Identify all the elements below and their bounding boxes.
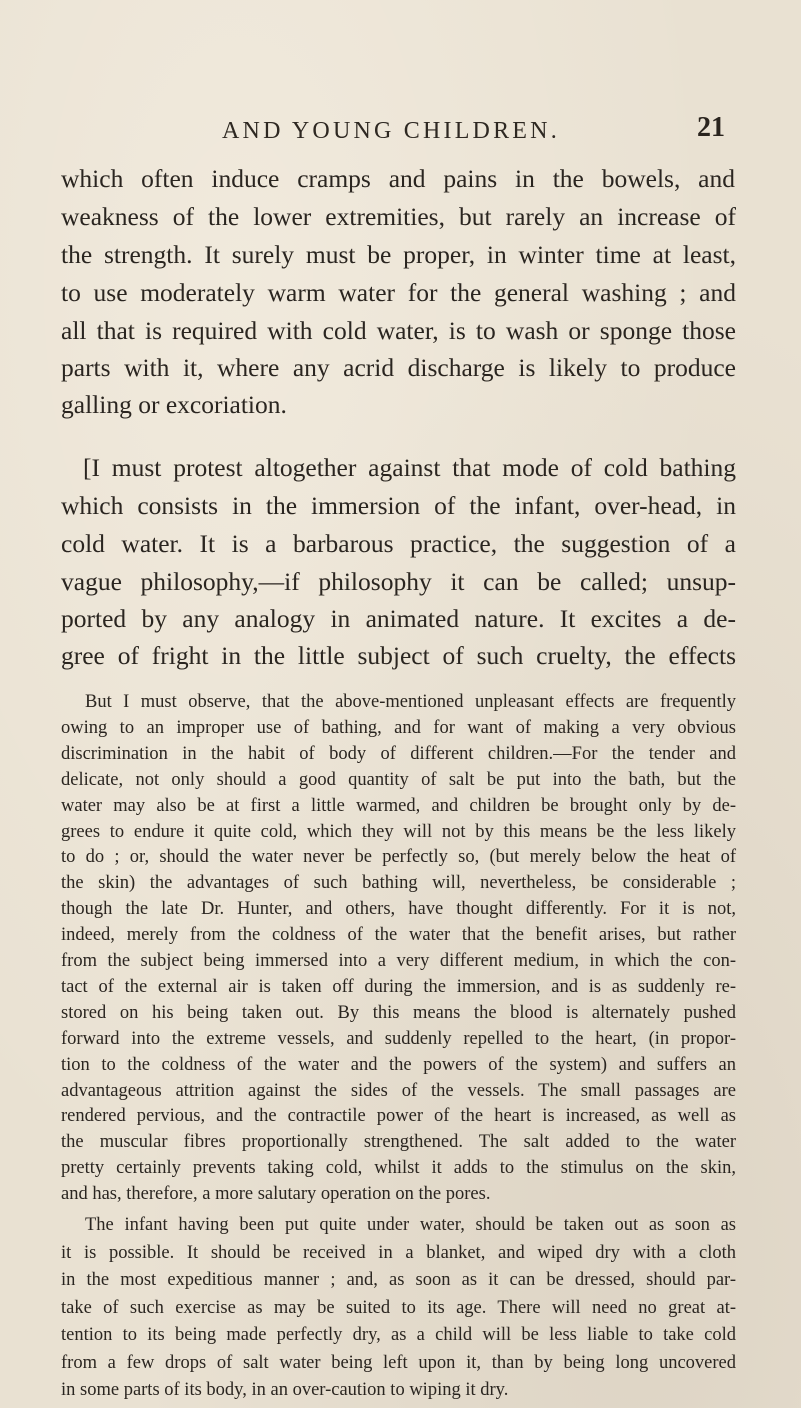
text-line: take of such exercise as may be suited to its age. There will need no great at- bbox=[61, 1297, 736, 1318]
text-line: in the most expeditious manner ; and, as soon as it can be dressed, should par- bbox=[61, 1270, 736, 1290]
text-line: owing to an improper use of bathing, and for want of making a very obvious bbox=[61, 717, 736, 738]
text-line: water may also be at first a little warmed, and children be brought only by de- bbox=[61, 795, 736, 816]
text-line: the strength. It surely must be proper, in winter time at least, bbox=[61, 240, 736, 269]
text-line: the muscular fibres proportionally strengthened. The salt added to the water bbox=[61, 1132, 736, 1153]
text-line: rendered pervious, and the contractile power of the heart is increased, as well as bbox=[61, 1106, 736, 1127]
text-line: tion to the coldness of the water and the powers of the system) and suffers an bbox=[61, 1054, 736, 1075]
text-line: it is possible. It should be received in a blanket, and wiped dry with a cloth bbox=[61, 1242, 736, 1263]
text-line: which consists in the immersion of the infant, over-head, in bbox=[61, 491, 736, 520]
text-line: gree of fright in the little subject of such cruelty, the effects bbox=[61, 641, 736, 670]
text-line: to do ; or, should the water never be perfectly so, (but merely below the heat of bbox=[61, 847, 736, 868]
text-line: tention to its being made perfectly dry, as a child will be less liable to take cold bbox=[61, 1325, 736, 1345]
text-line: grees to endure it quite cold, which they will not by this means be the less likely bbox=[61, 821, 736, 842]
text-line: weakness of the lower extremities, but rarely an increase of bbox=[61, 202, 736, 231]
text-line: parts with it, where any acrid discharge is likely to produce bbox=[61, 353, 736, 382]
text-line: and has, therefore, a more salutary operation on the pores. bbox=[61, 1184, 491, 1205]
text-line: forward into the extreme vessels, and suddenly repelled to the heart, (in propor- bbox=[61, 1028, 736, 1049]
text-line: But I must observe, that the above-mentioned unpleasant effects are frequently bbox=[85, 692, 736, 712]
text-line: indeed, merely from the coldness of the water that the benefit arises, but rather bbox=[61, 925, 736, 946]
text-line: delicate, not only should a good quantity of salt be put into the bath, but the bbox=[61, 769, 736, 790]
text-line: to use moderately warm water for the general washing ; and bbox=[61, 278, 736, 307]
text-line: advantageous attrition against the sides of the vessels. The small passages are bbox=[61, 1080, 736, 1101]
text-line: from the subject being immersed into a very different medium, in which the con- bbox=[61, 951, 736, 971]
text-line: pretty certainly prevents taking cold, whilst it adds to the stimulus on the skin, bbox=[61, 1158, 736, 1179]
text-line: cold water. It is a barbarous practice, the suggestion of a bbox=[61, 529, 736, 558]
text-line: ported by any analogy in animated nature. It excites a de- bbox=[61, 604, 736, 633]
text-line: all that is required with cold water, is to wash or sponge those bbox=[61, 316, 736, 345]
text-line: from a few drops of salt water being left upon it, than by being long uncovered bbox=[61, 1352, 736, 1373]
text-line: the skin) the advantages of such bathing will, nevertheless, be considerable ; bbox=[61, 873, 736, 894]
text-line: discrimination in the habit of body of different children.—For the tender and bbox=[61, 743, 736, 764]
text-line: which often induce cramps and pains in the bowels, and bbox=[61, 164, 735, 193]
text-line: The infant having been put quite under water, should be taken out as soon as bbox=[85, 1215, 736, 1235]
text-line: though the late Dr. Hunter, and others, have thought differently. For it is not, bbox=[61, 899, 736, 920]
running-title: AND YOUNG CHILDREN. bbox=[222, 118, 560, 144]
text-line: tact of the external air is taken off during the immersion, and is as suddenly re- bbox=[61, 976, 736, 997]
text-line: in some parts of its body, in an over-caution to wiping it dry. bbox=[61, 1380, 509, 1400]
text-line: galling or excoriation. bbox=[61, 390, 287, 419]
running-head bbox=[0, 112, 801, 158]
page-number: 21 bbox=[697, 112, 725, 143]
text-line: stored on his being taken out. By this means the blood is alternately pushed bbox=[61, 1002, 736, 1023]
text-line: vague philosophy,—if philosophy it can be called; unsup- bbox=[61, 567, 736, 596]
text-line: [I must protest altogether against that mode of cold bathing bbox=[83, 453, 736, 482]
